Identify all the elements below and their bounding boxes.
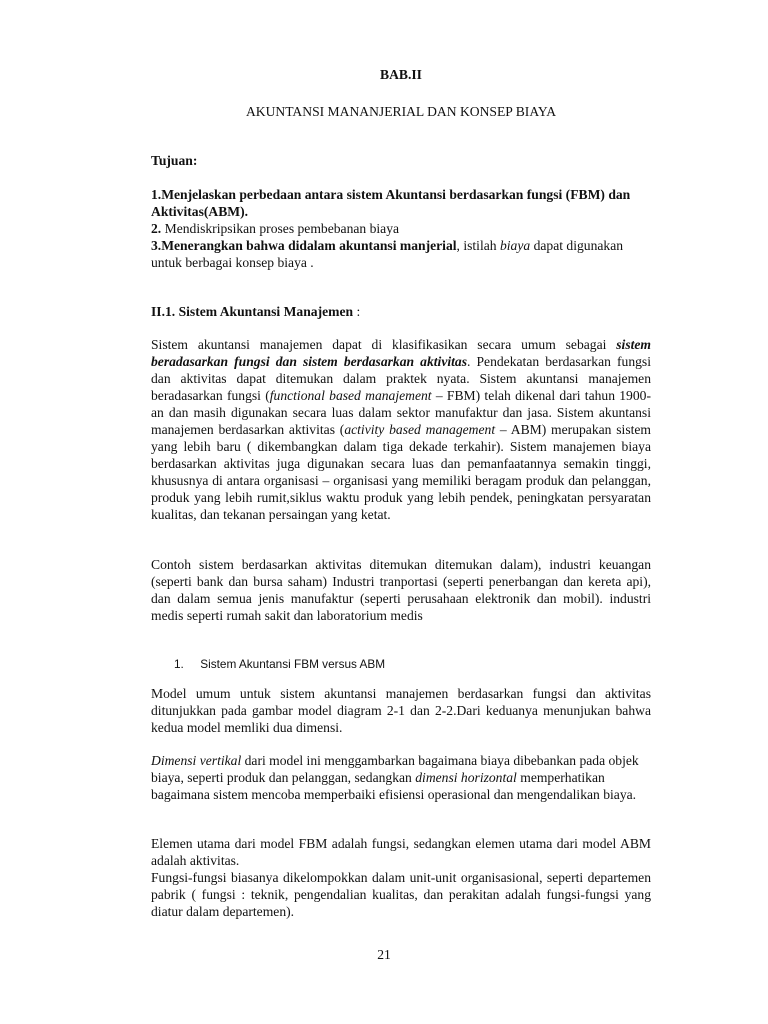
objective-item-1: 1.Menjelaskan perbedaan antara sistem Akuntansi berdasarkan fungsi (FBM) dan Aktivitas(ABM). bbox=[151, 187, 631, 219]
objectives-heading: Tujuan: bbox=[151, 153, 198, 168]
paragraph-5: Elemen utama dari model FBM adalah fungsi, sedangkan elemen utama dari model ABM adalah aktivitas. bbox=[151, 836, 651, 868]
paragraph-6: Fungsi-fungsi biasanya dikelompokkan dalam unit-unit organisasional, seperti departemen pabrik ( fungsi : teknik, pengendalian kualitas, dan perakitan adalah fungsi-fungsi yang diatur dalam departemen). bbox=[151, 870, 651, 919]
paragraph-1: Sistem akuntansi manajemen dapat di klasifikasikan secara umum sebagai sistem beradasarkan fungsi dan sistem berdasarkan aktivitas. Pendekatan berdasarkan fungsi dan aktivitas dapat ditemukan dalam praktek nyata. Sistem akuntansi manajemen beradasarkan fungsi (functional based manajement – FBM) telah dikenal dari tahun 1900-an dan masih digunakan secara luas dalam sektor manufaktur dan jasa. Sistem akuntansi manajemen berdasarkan aktivitas (activity based management – ABM) merupakan sistem yang lebih baru ( dikembangkan dalam tiga dekade terkahir). Sistem manajemen biaya berdasarkan aktivitas juga digunakan secara luas dan pemanfaatannya semakin tinggi, khususnya di antara organisasi – organisasi yang memiliki beragam produk dan pelanggan, produk yang lebih rumit,siklus waktu produk yang lebih pendek, peningkatan persyaratan kualitas, dan tekanan persaingan yang ketat. bbox=[151, 337, 651, 522]
page-number: 21 bbox=[377, 947, 391, 962]
chapter-subtitle: AKUNTANSI MANANJERIAL DAN KONSEP BIAYA bbox=[245, 104, 557, 119]
section-heading: II.1. Sistem Akuntansi Manajemen : bbox=[151, 304, 361, 319]
list-item: 1. Sistem Akuntansi FBM versus ABM bbox=[174, 657, 386, 671]
chapter-title: BAB.II bbox=[380, 67, 422, 82]
paragraph-4: Dimensi vertikal dari model ini menggambarkan bagaimana biaya dibebankan pada objek biaya, seperti produk dan pelanggan, sedangkan dimensi horizontal memperhatikan bagaimana sistem mencoba memperbaiki efisiensi operasional dan mengendalikan biaya. bbox=[151, 753, 639, 802]
objective-item-2: 2. Mendiskripsikan proses pembebanan biaya bbox=[151, 221, 400, 236]
paragraph-3: Model umum untuk sistem akuntansi manajemen berdasarkan fungsi dan aktivitas ditunjukkan pada gambar model diagram 2-1 dan 2-2.Dari keduanya menunjukan bahwa kedua model memliki dua dimensi. bbox=[151, 686, 651, 735]
objective-item-3: 3.Menerangkan bahwa didalam akuntansi manjerial, istilah biaya dapat digunakan untuk berbagai konsep biaya . bbox=[151, 238, 624, 270]
paragraph-2: Contoh sistem berdasarkan aktivitas ditemukan ditemukan dalam), industri keuangan (seperti bank dan bursa saham) Industri tranportasi (seperti penerbangan dan kereta api), dan dalam semua jenis manufaktur (seperti perusahaan elektronik dan mobil). industri medis seperti rumah sakit dan laboratorium medis bbox=[151, 557, 651, 623]
